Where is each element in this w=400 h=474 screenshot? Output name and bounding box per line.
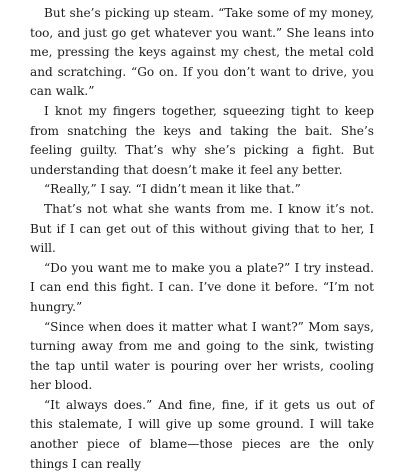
paragraph: “It always does.” And fine, fine, if it gets us out of this stalemate, I will give up some ground. I will take another piece of blame—those pieces are the only things I can really [30, 397, 374, 471]
paragraph: That’s not what she wants from me. I know it’s not. But if I can get out of this without giving that to her, I will. [30, 201, 374, 256]
paragraph: But she’s picking up steam. “Take some of my money, too, and just go get whatever you want.” She leans into me, pressing the keys against my chest, the metal cold and scratching. “Go on. If you don’t want to drive, you can walk.” [30, 6, 374, 99]
body-text [30, 4, 374, 474]
paragraph: “Do you want me to make you a plate?” I try instead. I can end this fight. I can. I’ve done it before. “I’m not hungry.” [30, 260, 374, 314]
paragraph: “Since when does it matter what I want?” Mom says, turning away from me and going to the sink, twisting the tap until water is pouring over her wrists, cooling her blood. [30, 319, 374, 393]
paragraph: “Really,” I say. “I didn’t mean it like that.” [44, 182, 301, 197]
paragraph: I knot my fingers together, squeezing tight to keep from snatching the keys and taking the bait. She’s feeling guilty. That’s why she’s picking a fight. But understanding that doesn’t make it feel any better. [30, 103, 374, 177]
